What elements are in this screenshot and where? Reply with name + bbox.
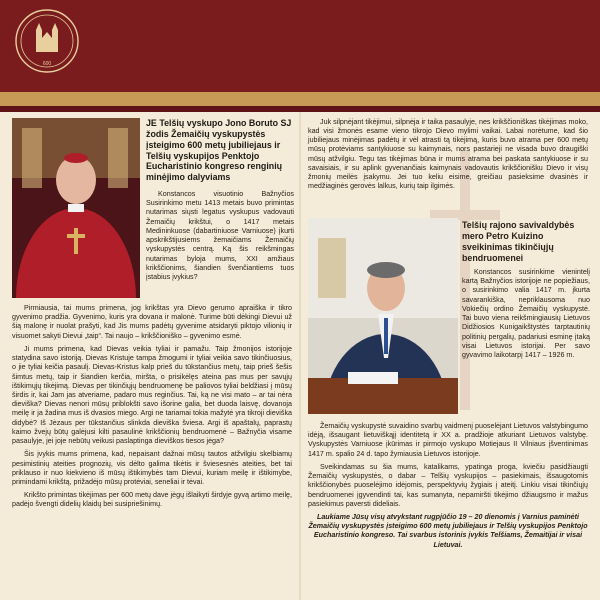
left-paragraph: Ji mums primena, kad Dievas veikia tyliai ir pamažu. Taip žmonijos istorijoje statydina savo istoriją. Dievas Kristuje tampa žmogumi ir tyliai veikia savo tikinčiuosius, o jie tyliai keičia pasaulį. Dievas-Kristus kalp prieš du tūkstančius metų, taip prieš šešis šimtus metų, taip ir šiandien kerčia, miršta, o prisikėlęs ateina pas mus per savųjų ištikimųjų tikėjimą. Dievas per tikinčiųjų bendruomenę be paliovos tyliai beldžiasi į mūsų širdis ir, kai Jam jas atveriame, padaro mus reginčius. Tai, ką ne visi mato – ar tai nėra dieviška? Dievas nenori mūsų priblokšti savo išorine galia, bet duoda laisvę, dovanoja meilę ir ja žadina mus iš dvasios miego. Argi ne tariamai tokia mažytė yra tikroji dieviška didybė? Iš Jėzaus per tūkstančius slinkda dieviška šviesa. Argi iš apaštalų, paprastų kaimo žvejų būtų galėjusi kilti pasaulinė krikščionių bendruomenė – Bažnyčia visame pasaulyje, jei joje nebūtų veikusi paslaptinga dieviškos tiesos jėga? <box>12 344 292 446</box>
bishop-photo <box>12 118 140 298</box>
right-lead-text: Konstancos susirinkime vienintelį kartą Bažnyčios istorijoje ne popiežiaus, o susirinkimo valia 1417 m. įkurta savarankiška, nepriklausoma nuo Vokiečių ordino Žemaičių vyskupystė. Tai buvo viena reikšmingiausių Lietuvos Didžiosios Kunigaikštystės tarptautinių politinių pergalių, padariusi esminę įtaką visai Lietuvos istorijai. Per savo gyvavimo laikotarpį 1417 – 1926 m. <box>462 268 590 359</box>
closing-invitation: Laukiame Jūsų visų atvykstant rugpjūčio 19 – 20 dienomis į Varnius paminėti Žemaičių vyskupystės įsteigimo 600 metų jubiliejaus ir Telšių vyskupijos Penktojo Eucharistinio kongreso. Tai svarbus istorinis įvykis Telšiams, Žemaitijai ir visai Lietuvai. <box>308 512 588 549</box>
mayor-photo <box>308 218 458 414</box>
column-divider <box>299 112 301 600</box>
svg-text:600: 600 <box>42 61 52 67</box>
left-lead-text: Konstancos visuotinio Bažnyčios Susirinkimo metu 1413 metais buvo primintas nutarimas siųsti legatus vyskupus vadovauti Žemaičių krikštui, o 1417 metais Medininkuose (dabartiniuose Varniuose) įkurti apskrikštijusiems žemaičiams Žemaičių vyskupystės centrą. Ką šis reikšmingas nutarimas byloja mums, XXI amžiaus krikščionims, šiandien švenčiantiems tuos įstabius įvykius? <box>146 190 294 281</box>
header-stripe <box>0 92 600 106</box>
right-paragraph: Žemaičių vyskupystė suvaidino svarbų vaidmenį puoselėjant Lietuvos valstybingumo idėją, išsaugant lietuviškąjį identitetą ir XX a. pradžioje atkuriant Lietuvos valstybę. Vyskupystės Varniuose įkūrimas ir pirmojo vyskupo Motiejaus II Vilniaus įšventinimas 1417 m. spalio 24 d. tapo žymiausia Lietuvos istorijoje. <box>308 422 588 458</box>
left-paragraph: Šis įvykis mums primena, kad, nepaisant dažnai mūsų tautos atžvilgiu skelbiamų pesimistinių ateities prognozių, vis dėlto galima tikėtis ir šviesesnės ateities, bet tai priklauso ir nuo kiekvieno iš mūsų ištikimybės tam Dievui, kuriam meilę ir ištikimybe, primindami krikštą, prižadėjo mūsų protėviai, seneliai ir tėvai. <box>12 450 292 486</box>
left-paragraph: Pirmiausia, tai mums primena, jog krikštas yra Dievo gerumo apraiška ir tikro gyvenimo pradžia. Gyvenimo, kuris yra dovana ir malonė. Turime būti dėkingi Dievui už šią malonę ir nuolat prašyti, kad Jis mums padėtų gyvenime atsidaryti piktojo vilionių ir visuomet sakyti Dievui „taip“. Tai naujo – krikščioniško – gyvenimo esmė. <box>12 304 292 340</box>
header-band <box>0 0 600 92</box>
right-article-title: Telšių rajono savivaldybės mero Petro Kuizino sveikinimas tikinčiųjų bendruomenei <box>462 220 575 263</box>
left-body <box>12 304 292 514</box>
right-top-paragraph: Juk silpnėjant tikėjimui, silpnėja ir taika pasaulyje, nes krikščioniškas tikėjimas moko, kad visi žmonės esame vieno tikrojo Dievo mylimi vaikai. Labai norėtume, kad šio jubiliejaus minėjimas padėtų ir vėl atrasti tą tikėjimą, kuris buvo atrama per 600 metų mūsų protėviams santykiuose su kaimynais, nors pastarieji ne visada buvo draugiški mūsų atžvilgiu. Tegu tas tikėjimas būna ir mums atrama bei paskata santykiuose ir su savaisiais, ir su aplink gyvenančiais kaimynais vadovautis krikščionišku Dievo ir visų žmonių meilės įsakymu. Jei tuo keliu eisime, greičiau pasieksime dvasinės ir medžiaginės gerovės lalkus, kurių taip ilgimės. <box>308 118 588 191</box>
left-article-title: JE Telšių vyskupo Jono Boruto SJ žodis Žemaičių vyskupystės įsteigimo 600 metų jubiliejaus ir Telšių vyskupijos Penktojo Eucharistinio kongreso renginių minėjimo dalyviams <box>146 118 292 183</box>
right-body <box>308 422 588 554</box>
cathedral-seal-icon <box>14 8 80 74</box>
right-lead-paragraph <box>462 268 590 364</box>
right-paragraph: Sveikindamas su šia mums, katalikams, ypatinga proga, kviečiu pasidžiaugti Žemaičių vyskupystės, o dabar – Telšių vyskupijos – pasiekimais, išsaugotomis krikščionybės puoselėjimo idėjomis, perspektyvių žygiais į ateitį. Linkiu visai tikinčiųjų bendruomenei įgyvendinti tai, kas sumanyta, nepamiršti tikėjimo džiaugsmo ir mažus pasiekimus paversti dideliais. <box>308 462 588 508</box>
left-paragraph: Krikšto primintas tikėjimas per 600 metų dave jėgų išlaikyti širdyje gyvą artimo meilę, padėjo švengti didelių klaidų bei susipriešinimų. <box>12 491 292 509</box>
right-top-body <box>308 118 588 195</box>
left-lead-paragraph <box>146 190 294 286</box>
